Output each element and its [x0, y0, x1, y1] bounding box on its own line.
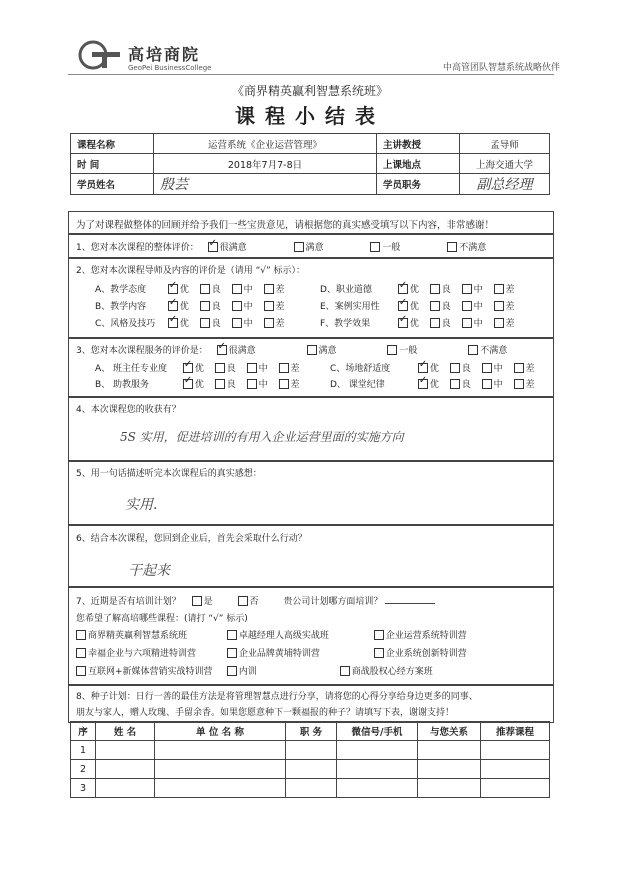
rating-label: 良: [211, 319, 221, 329]
rating-label: 差: [290, 380, 300, 390]
q3-b-poor-checkbox[interactable]: [279, 379, 289, 389]
cell[interactable]: [286, 760, 337, 779]
q2-f-fair-checkbox[interactable]: [462, 318, 472, 328]
q1-option-3-checkbox[interactable]: [370, 242, 380, 252]
rating-label: 中: [243, 302, 253, 312]
q2-d-good-checkbox[interactable]: [430, 284, 440, 294]
rating-label: 良: [461, 380, 471, 390]
q2-f-good-checkbox[interactable]: [430, 318, 440, 328]
cell[interactable]: [337, 779, 418, 798]
q5-text: 5、用一句话描述听完本次课程后的真实感想：: [76, 469, 262, 479]
course-3-label: 企业运营系统特训营: [385, 631, 467, 641]
course-4-checkbox[interactable]: [76, 648, 86, 658]
q7-no-label: 否: [249, 597, 259, 607]
row-index: 1: [71, 741, 96, 760]
rating-label: 良: [211, 302, 221, 312]
table-row: [71, 741, 550, 760]
rating-label: 中: [493, 364, 503, 374]
col-recommended-course: 推荐课程: [481, 722, 550, 741]
cell[interactable]: [481, 741, 550, 760]
q1-option-1-checkbox[interactable]: [208, 242, 218, 252]
q3-d-good-checkbox[interactable]: [450, 379, 460, 389]
q2-item-d: D、职业道德: [320, 285, 372, 295]
q2-c-poor-checkbox[interactable]: [264, 318, 274, 328]
cell[interactable]: [481, 760, 550, 779]
rating-label: 优: [429, 380, 439, 390]
q3-d-excellent-checkbox[interactable]: [418, 379, 428, 389]
q3-b-good-checkbox[interactable]: [215, 379, 225, 389]
rating-label: 良: [441, 302, 451, 312]
q3-a-fair-checkbox[interactable]: [247, 363, 257, 373]
col-relation: 与您关系: [418, 722, 481, 741]
time-value[interactable]: 2018年7月7-8日: [154, 154, 377, 174]
rating-label: 差: [275, 302, 285, 312]
time-label: 时 间: [71, 154, 154, 174]
course-name-value[interactable]: 运营系统《企业运营管理》: [154, 134, 377, 154]
rating-label: 中: [473, 302, 483, 312]
cell[interactable]: [337, 741, 418, 760]
tagline: 中高管团队智慧系统战略伙伴: [442, 63, 560, 73]
q2-b-fair-checkbox[interactable]: [232, 301, 242, 311]
course-8-checkbox[interactable]: [227, 666, 237, 676]
q6-text: 6、结合本次课程，您回到企业后，首先会采取什么行动？: [76, 534, 307, 544]
location-label: 上课地点: [377, 154, 460, 174]
q3-a-excellent-checkbox[interactable]: [183, 363, 193, 373]
course-name-label: 课程名称: [71, 134, 154, 154]
q3-d-fair-checkbox[interactable]: [482, 379, 492, 389]
cell[interactable]: [96, 779, 155, 798]
q2-d-poor-checkbox[interactable]: [494, 284, 504, 294]
course-7-checkbox[interactable]: [76, 666, 86, 676]
col-name: 姓 名: [96, 722, 155, 741]
course-2-label: 卓越经理人高级实战班: [238, 631, 329, 641]
logo-icon: [78, 40, 122, 70]
q7-yes-label: 是: [203, 597, 213, 607]
q3-option-1-checkbox[interactable]: [217, 345, 227, 355]
rating-label: 良: [461, 364, 471, 374]
q2-e-poor-checkbox[interactable]: [494, 301, 504, 311]
rating-label: 良: [226, 380, 236, 390]
q7-courses-question: 您希望了解高培哪些课程：(请打 “√” 标示): [76, 614, 248, 624]
q1-option-4-checkbox[interactable]: [447, 242, 457, 252]
cell[interactable]: [96, 760, 155, 779]
q2-b-excellent-checkbox[interactable]: [168, 301, 178, 311]
q3-c-excellent-checkbox[interactable]: [418, 363, 428, 373]
q2-b-good-checkbox[interactable]: [200, 301, 210, 311]
rating-label: 中: [473, 319, 483, 329]
q1-option-3: 一般: [382, 243, 401, 253]
q3-a-poor-checkbox[interactable]: [279, 363, 289, 373]
q2-a-good-checkbox[interactable]: [200, 284, 210, 294]
course-9-checkbox[interactable]: [340, 666, 350, 676]
table-row: [71, 779, 550, 798]
q2-c-excellent-checkbox[interactable]: [168, 318, 178, 328]
course-1-checkbox[interactable]: [76, 630, 86, 640]
q3-b-excellent-checkbox[interactable]: [183, 379, 193, 389]
student-name-value[interactable]: 殷芸: [154, 174, 377, 195]
course-3-checkbox[interactable]: [374, 630, 384, 640]
instructor-value[interactable]: 孟导师: [460, 134, 550, 154]
course-2-checkbox[interactable]: [227, 630, 237, 640]
logo-subtext: GeoPei BusinessCollege: [128, 64, 212, 72]
cell[interactable]: [155, 760, 286, 779]
q2-e-fair-checkbox[interactable]: [462, 301, 472, 311]
q2-item-f: F、教学效果: [320, 319, 371, 329]
cell[interactable]: [286, 741, 337, 760]
q1-text: 1、您对本次课程的整体评价：: [76, 243, 199, 253]
rating-label: 差: [525, 380, 535, 390]
q3-option-2-checkbox[interactable]: [307, 345, 317, 355]
cell[interactable]: [96, 741, 155, 760]
seed-table: [70, 721, 550, 798]
cell[interactable]: [155, 741, 286, 760]
q2-c-fair-checkbox[interactable]: [232, 318, 242, 328]
rating-label: 中: [493, 380, 503, 390]
cell[interactable]: [418, 779, 481, 798]
location-value[interactable]: 上海交通大学: [460, 154, 550, 174]
q1-option-4: 不满意: [459, 243, 487, 253]
q2-f-poor-checkbox[interactable]: [494, 318, 504, 328]
student-title-value[interactable]: 副总经理: [460, 174, 550, 195]
course-7-label: 互联网+新媒体营销实战特训营: [88, 667, 213, 677]
q3-option-3: 一般: [399, 346, 418, 356]
rating-label: 差: [505, 285, 515, 295]
q2-e-excellent-checkbox[interactable]: [398, 301, 408, 311]
rating-label: 中: [258, 364, 268, 374]
rating-label: 良: [441, 319, 451, 329]
logo-text: 高培商院: [128, 45, 201, 64]
rating-label: 优: [179, 302, 189, 312]
q7-no-checkbox[interactable]: [238, 596, 248, 606]
rating-label: 差: [290, 364, 300, 374]
rating-label: 优: [179, 285, 189, 295]
q3-item-c: C、场地舒适度: [330, 364, 391, 374]
rating-label: 良: [226, 364, 236, 374]
q3-b-fair-checkbox[interactable]: [247, 379, 257, 389]
q2-c-good-checkbox[interactable]: [200, 318, 210, 328]
rating-label: 优: [179, 319, 189, 329]
cell[interactable]: [418, 760, 481, 779]
q3-option-3-checkbox[interactable]: [387, 345, 397, 355]
table-row: [71, 760, 550, 779]
rating-label: 差: [275, 285, 285, 295]
q3-option-4-checkbox[interactable]: [468, 345, 478, 355]
cell[interactable]: [481, 779, 550, 798]
q3-item-a: A、 班主任专业度: [95, 364, 168, 374]
course-title: 《商界精英赢利智慧系统班》: [231, 84, 388, 98]
q3-item-d: D、 课堂纪律: [330, 380, 385, 390]
q1-option-2: 满意: [305, 243, 324, 253]
course-5-label: 企业品牌黄埔特训营: [238, 649, 320, 659]
q3-c-poor-checkbox[interactable]: [514, 363, 524, 373]
q1-option-1: 很满意: [219, 243, 247, 253]
q2-a-fair-checkbox[interactable]: [232, 284, 242, 294]
q2-item-b: B、教学内容: [95, 302, 147, 312]
row-index: 2: [71, 760, 96, 779]
course-9-label: 商战股权心经方案班: [351, 667, 433, 677]
q3-c-fair-checkbox[interactable]: [482, 363, 492, 373]
header-divider: [68, 74, 554, 75]
rating-label: 差: [275, 319, 285, 329]
q5-answer[interactable]: 实用.: [125, 497, 158, 513]
q3-option-2: 满意: [318, 346, 337, 356]
rating-label: 优: [429, 364, 439, 374]
q2-e-good-checkbox[interactable]: [430, 301, 440, 311]
q7-plan-area-question: 贵公司计划哪方面培训？: [283, 597, 383, 607]
q3-option-4: 不满意: [480, 346, 508, 356]
intro-text: 为了对课程做整体的回顾并给予我们一些宝贵意见，请根据您的真实感受填写以下内容，非常感谢！: [76, 220, 495, 231]
q3-text: 3、您对本次课程服务的评价是：: [76, 346, 208, 356]
course-6-checkbox[interactable]: [374, 648, 384, 658]
info-table: [70, 133, 550, 195]
cell[interactable]: [155, 779, 286, 798]
q2-a-poor-checkbox[interactable]: [264, 284, 274, 294]
col-position: 职 务: [286, 722, 337, 741]
form-title: 课程小结表: [235, 104, 385, 128]
rating-label: 优: [409, 285, 419, 295]
cell[interactable]: [286, 779, 337, 798]
q2-item-e: E、案例实用性: [320, 302, 380, 312]
rating-label: 良: [211, 285, 221, 295]
q2-text: 2、您对本次课程导师及内容的评价是（请用 “√” 标示）：: [76, 266, 306, 276]
rating-label: 中: [473, 285, 483, 295]
rating-label: 良: [441, 285, 451, 295]
course-5-checkbox[interactable]: [227, 648, 237, 658]
course-1-label: 商界精英赢利智慧系统班: [88, 631, 188, 641]
q3-option-1: 很满意: [228, 346, 256, 356]
q6-answer[interactable]: 干起来: [128, 563, 170, 579]
rating-label: 差: [525, 364, 535, 374]
rating-label: 中: [243, 285, 253, 295]
course-6-label: 企业系统创新特训营: [385, 649, 467, 659]
cell[interactable]: [418, 741, 481, 760]
q8-line-2: 朋友与家人，赠人玫瑰、手留余香。如果您愿意种下一颗福报的种子？请填写下表，谢谢支持！: [76, 708, 455, 718]
q2-a-excellent-checkbox[interactable]: [168, 284, 178, 294]
q4-text: 4、本次课程您的收获有？: [76, 405, 181, 415]
seed-table-header: [71, 722, 550, 741]
col-wechat: 微信号/手机: [337, 722, 418, 741]
q4-answer[interactable]: 5S 实用，促进培训的有用入企业运营里面的实施方向: [120, 430, 404, 444]
q2-d-fair-checkbox[interactable]: [462, 284, 472, 294]
q7-yes-checkbox[interactable]: [192, 596, 202, 606]
rating-label: 优: [409, 319, 419, 329]
q2-f-excellent-checkbox[interactable]: [398, 318, 408, 328]
q1-option-2-checkbox[interactable]: [294, 242, 304, 252]
col-index: 序: [71, 722, 96, 741]
q3-c-good-checkbox[interactable]: [450, 363, 460, 373]
rating-label: 中: [243, 319, 253, 329]
q3-d-poor-checkbox[interactable]: [514, 379, 524, 389]
q2-item-a: A、教学态度: [95, 285, 147, 295]
rating-label: 优: [409, 302, 419, 312]
q7-plan-question: 7、近期是否有培训计划？: [76, 597, 181, 607]
rating-label: 差: [505, 319, 515, 329]
rating-label: 中: [258, 380, 268, 390]
instructor-label: 主讲教授: [377, 134, 460, 154]
student-name-label: 学员姓名: [71, 174, 154, 195]
q3-item-b: B、 助教服务: [95, 380, 150, 390]
student-title-label: 学员职务: [377, 174, 460, 195]
rating-label: 优: [194, 364, 204, 374]
q2-item-c: C、风格及技巧: [95, 319, 156, 329]
q8-line-1: 8、种子计划：日行一善的最佳方法是将管理智慧点进行分享，请将您的心得分享给身边更多的同事、: [76, 692, 478, 702]
q3-a-good-checkbox[interactable]: [215, 363, 225, 373]
cell[interactable]: [337, 760, 418, 779]
q7-plan-area-field[interactable]: [385, 603, 435, 604]
course-4-label: 幸福企业与六项精进特训营: [88, 649, 197, 659]
col-company: 单 位 名 称: [155, 722, 286, 741]
rating-label: 差: [505, 302, 515, 312]
q2-b-poor-checkbox[interactable]: [264, 301, 274, 311]
q2-d-excellent-checkbox[interactable]: [398, 284, 408, 294]
course-8-label: 内训: [238, 667, 257, 677]
rating-label: 优: [194, 380, 204, 390]
row-index: 3: [71, 779, 96, 798]
